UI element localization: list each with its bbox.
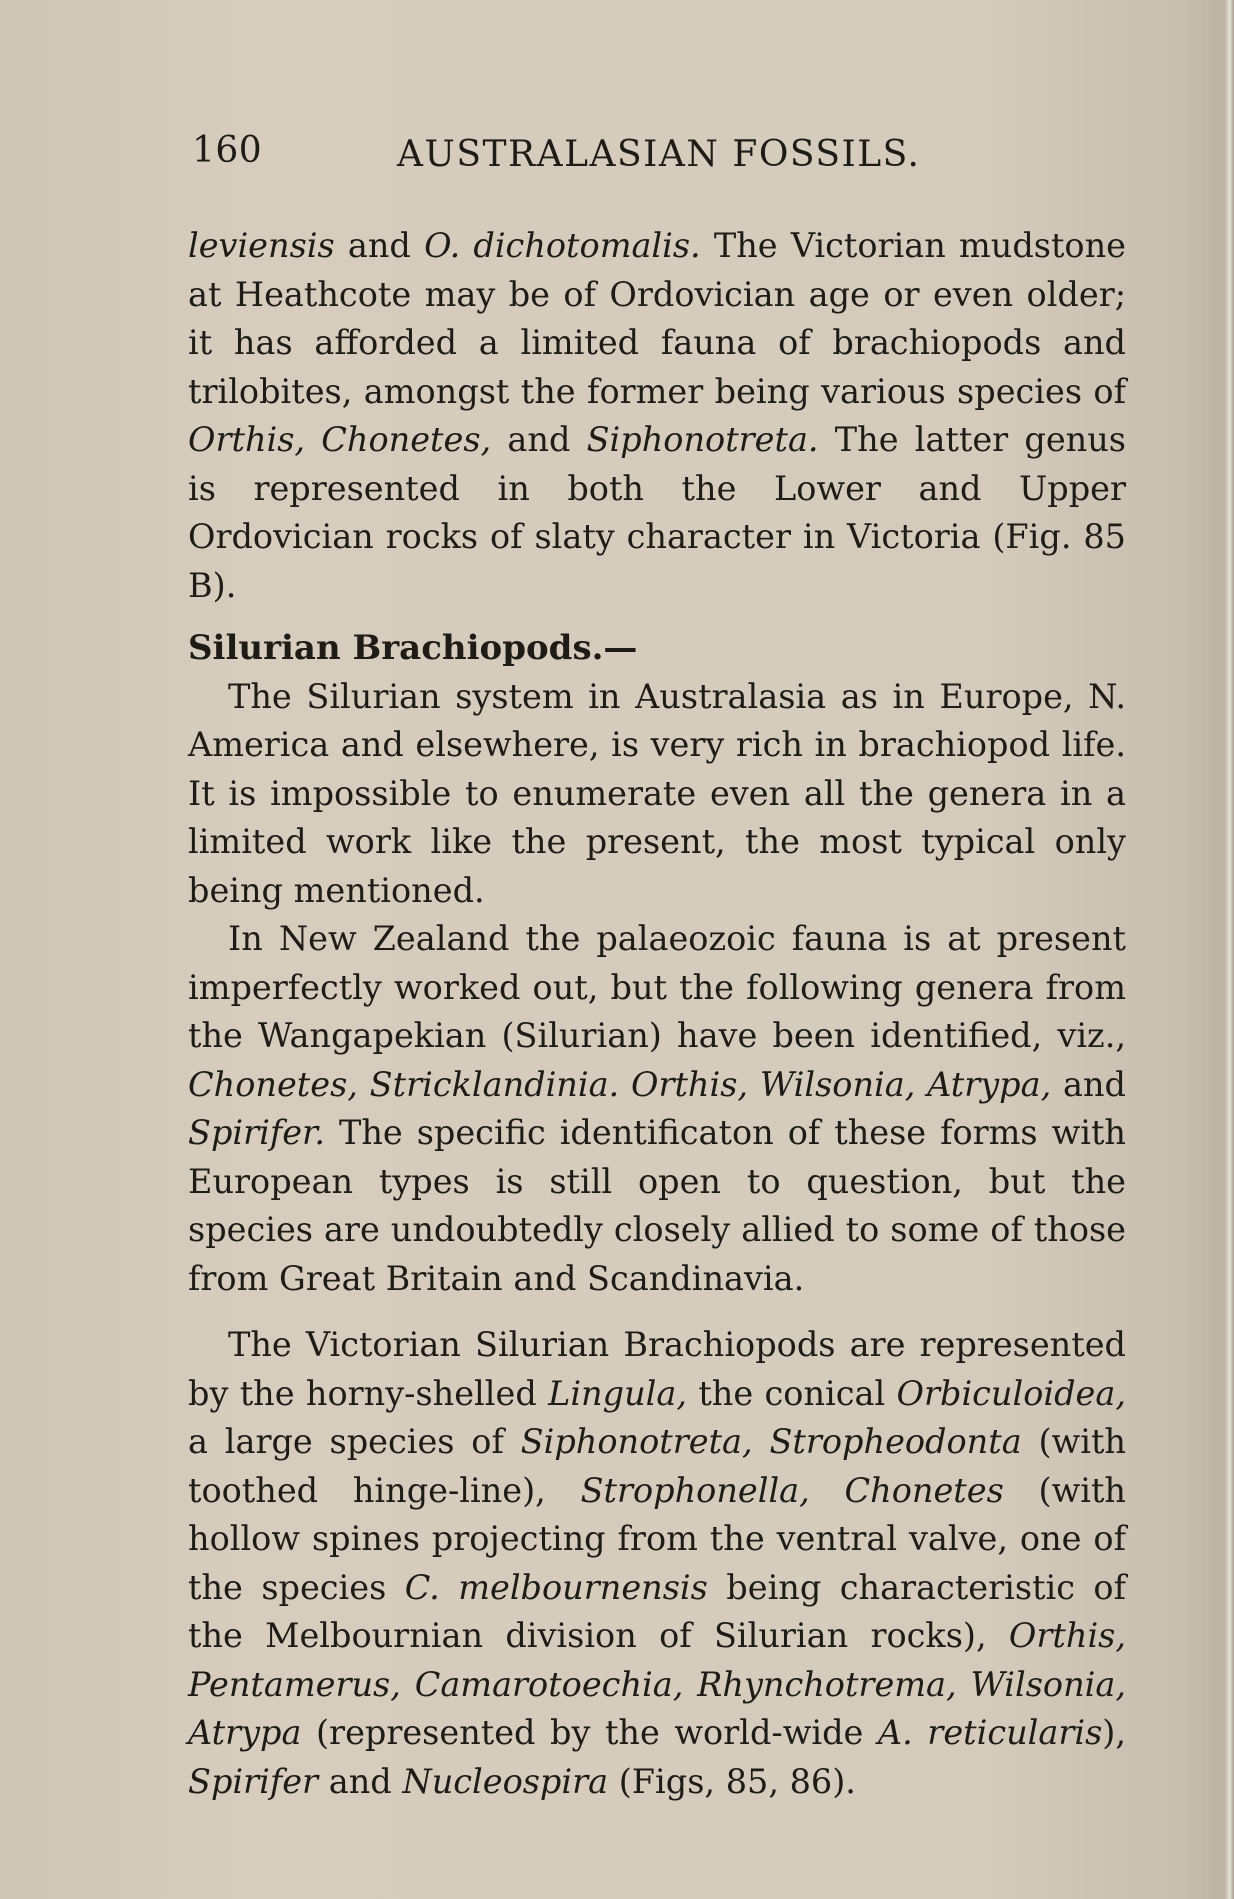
- genus-names: Chonetes, Stricklandinia. Orthis, Wilsonia, Atrypa,: [188, 1064, 1052, 1104]
- running-title: AUSTRALASIAN FOSSILS.: [397, 134, 921, 175]
- paragraph-4: The Victorian Silurian Brachiopods are represented by the horny-shelled Lingula, the conical Orbiculoidea, a large species of Siphonotreta, Stropheodonta (with toothed hinge-line), Strophonella, Chonetes (with hollow spines projecting from the ventral valve, one of the species C. melbournensis being characteristic of the Melbournian division of Silurian rocks), Orthis, Pentamerus, Camarotoechia, Rhynchotrema, Wilsonia, Atrypa (represented by the world-wide A. reticularis), Spirifer and Nucleospira (Figs, 85, 86).: [188, 1325, 1126, 1801]
- species-name: leviensis: [188, 226, 335, 265]
- page-number: 160: [192, 130, 263, 171]
- page-header: [192, 130, 1132, 180]
- paragraph-2: The Silurian system in Australasia as in Europe, N. America and elsewhere, is very rich in brachiopod life. It is impossible to enumerate even all the genera in a limited work like the present, the most typical only being mentioned.: [188, 676, 1126, 910]
- genus-names: Orthis, Chonetes,: [188, 420, 492, 459]
- genus-name: Spirifer.: [188, 1113, 326, 1152]
- species-name: O. dichotomalis.: [424, 226, 701, 265]
- genus-name: Siphonotreta.: [586, 420, 819, 459]
- body-text: [188, 222, 1126, 1806]
- page-edge: [1224, 0, 1234, 1899]
- paragraph-3: In New Zealand the palaeozoic fauna is at present imperfectly worked out, but the following genera from the Wangapekian (Silurian) have been identified, viz., Chonetes, Stricklandinia. Orthis, Wilsonia, Atrypa, and Spirifer. The specific identificaton of these forms with European types is still open to question, but the species are undoubtedly closely allied to some of those from Great Britain and Scandinavia.: [188, 919, 1126, 1298]
- section-heading: Silurian Brachiopods.—: [188, 628, 638, 668]
- paragraph-1: leviensis and O. dichotomalis. The Victorian mudstone at Heathcote may be of Ordovician age or even older; it has afforded a limited fauna of brachiopods and trilobites, amongst the former being various species of Orthis, Chonetes, and Siphonotreta. The latter genus is represented in both the Lower and Upper Ordovician rocks of slaty character in Victoria (Fig. 85 B).: [188, 226, 1126, 605]
